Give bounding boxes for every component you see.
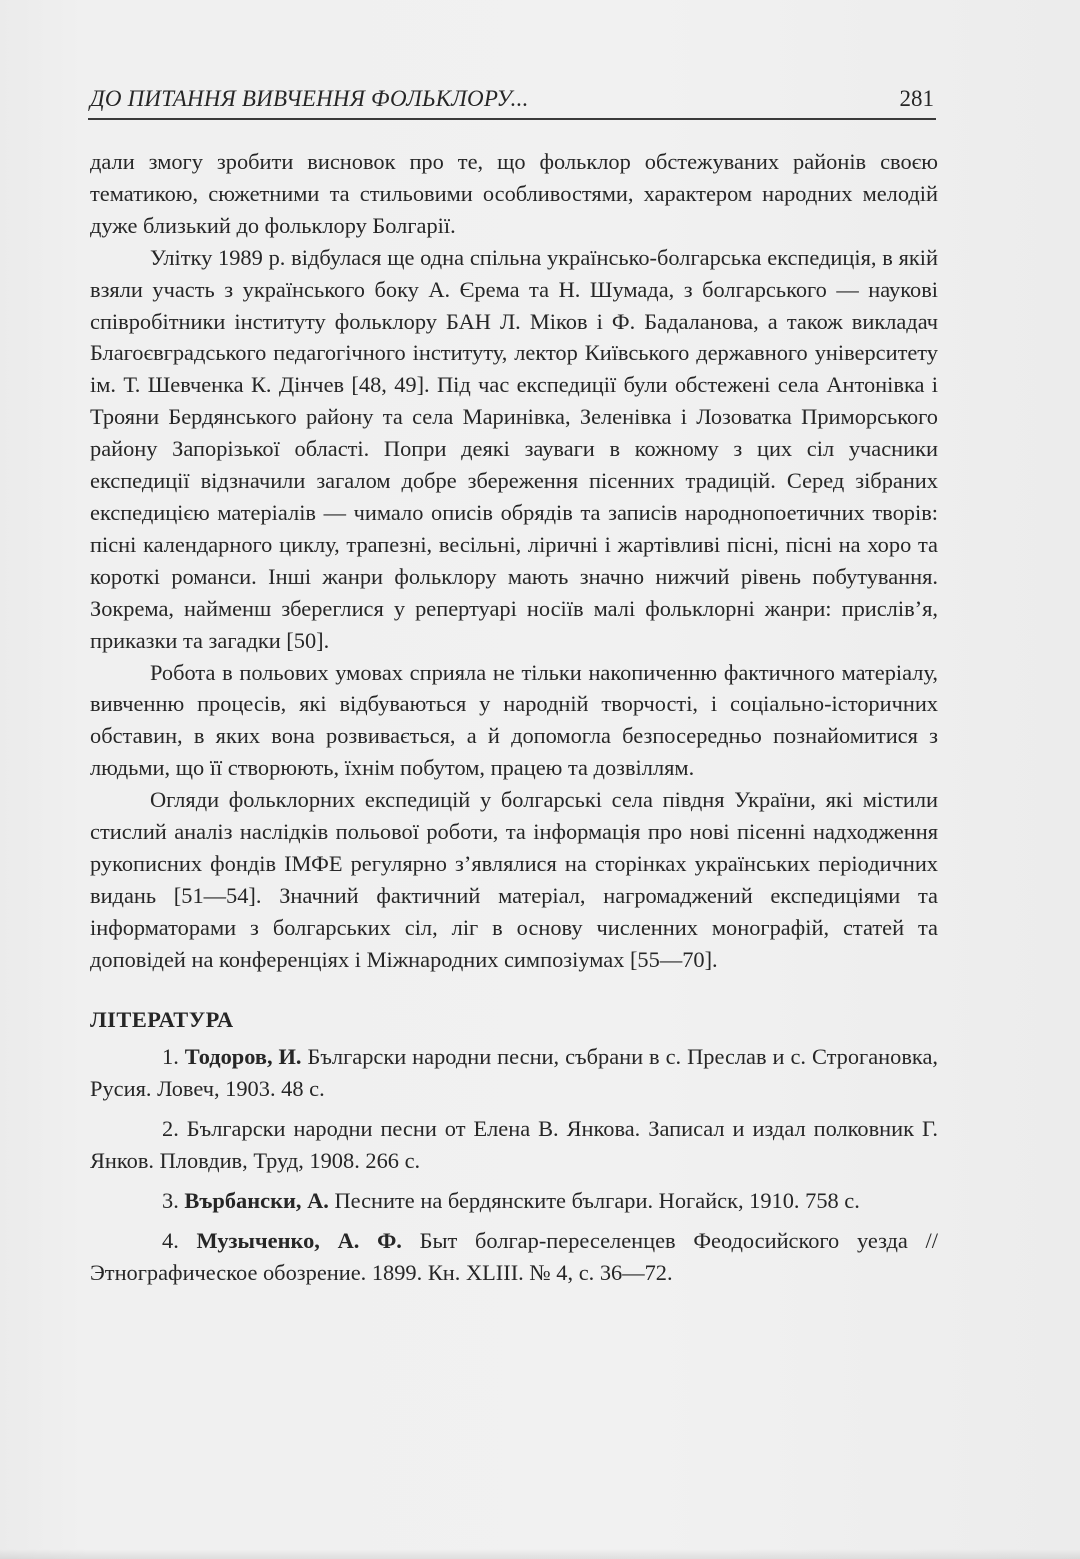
scan-edge-shadow — [0, 1549, 1080, 1559]
reference-item — [90, 1113, 938, 1177]
reference-text: Быт болгар-переселенцев Феодосийского уезда // Этнографическое обозрение. 1899. Кн. XLIII. № 4, с. 36—72. — [90, 1228, 938, 1285]
literature-heading: ЛІТЕРАТУРА — [90, 1006, 234, 1032]
reference-number: 3. — [162, 1188, 179, 1214]
page-number: 281 — [899, 86, 934, 111]
body-paragraph: дали змогу зробити висновок про те, що фольклор обстежуваних районів своєю тематикою, сюжетними та стильовими особливостями, характером народних мелодій дуже близький до фольклору Болгарії. — [90, 149, 938, 238]
reference-text: Български народни песни от Елена В. Янкова. Записал и издал полковник Г. Янков. Пловдив, Труд, 1908. 266 с. — [90, 1116, 938, 1174]
page-header — [88, 84, 936, 120]
body-paragraph: Огляди фольклорних експедицій у болгарські села півдня України, які містили стислий аналіз наслідків польової роботи, та інформація про нові пісенні надходження рукописних фондів ІМФЕ регулярно з’являлися на сторінках українських періодичних видань [51—54]. Значний фактичний матеріал, нагромаджений експедиціями та інформаторами з болгарських сіл, ліг в основу численних монографій, статей та доповідей на конференціях і Міжнародних симпозіумах [55—70]. — [90, 787, 938, 972]
reference-author: Тодоров, И. — [184, 1044, 302, 1070]
reference-number: 4. — [162, 1228, 179, 1253]
body-paragraph: Робота в польових умовах сприяла не тільки накопиченню фактичного матеріалу, вивченню процесів, які відбуваються у народній творчості, і соціально-історичних обставин, в яких вона розвивається, а й допомогла безпосередньо познайомитися з людьми, що її створюють, їхнім побутом, працею та дозвіллям. — [90, 659, 938, 781]
body-paragraph: Улітку 1989 р. відбулася ще одна спільна українсько-болгарська експедиція, в якій взяли участь з українського боку А. Єрема та Н. Шумада, з болгарського — наукові співробітники інституту фольклору БАН Л. Міков і Ф. Бадаланова, а також викладач Благоєвградського педагогічного інституту, лектор Київського державного університету ім. Т. Шевченка К. Дінчев [48, 49]. Під час експедиції були обстежені села Антонівка і Трояни Бердянського району та села Маринівка, Зеленівка і Лозоватка Приморського району Запорізької області. Попри деякі зауваги в кожному з цих сіл учасники експедиції відзначили загалом добре збереження пісенних традицій. Серед зібраних експедицією матеріалів — чимало описів обрядів та записів народнопоетичних творів: пісні календарного циклу, трапезні, весільні, ліричні і жартівливі пісні, пісні на хоро та короткі романси. Інші жанри фольклору мають значно нижчий рівень побутування. Зокрема, найменш збереглися у репертуарі носіїв малі фольклорні жанри: прислів’я, приказки та загадки [50]. — [90, 244, 938, 653]
running-title: ДО ПИТАННЯ ВИВЧЕННЯ ФОЛЬКЛОРУ... — [90, 86, 529, 111]
reference-text: Български народни песни, събрани в с. Преслав и с. Строгановка, Русия. Ловеч, 1903. 48 с. — [90, 1044, 938, 1102]
reference-item — [90, 1185, 938, 1217]
reference-author: Върбански, А. — [184, 1188, 329, 1214]
reference-author: Музыченко, А. Ф. — [196, 1228, 402, 1253]
reference-number: 2. — [162, 1116, 179, 1142]
reference-item — [90, 1225, 938, 1289]
page-content — [90, 146, 938, 1297]
reference-item — [90, 1041, 938, 1105]
reference-number: 1. — [162, 1044, 179, 1070]
reference-text: Песните на бердянските българи. Ногайск, 1910. 758 с. — [334, 1188, 860, 1214]
